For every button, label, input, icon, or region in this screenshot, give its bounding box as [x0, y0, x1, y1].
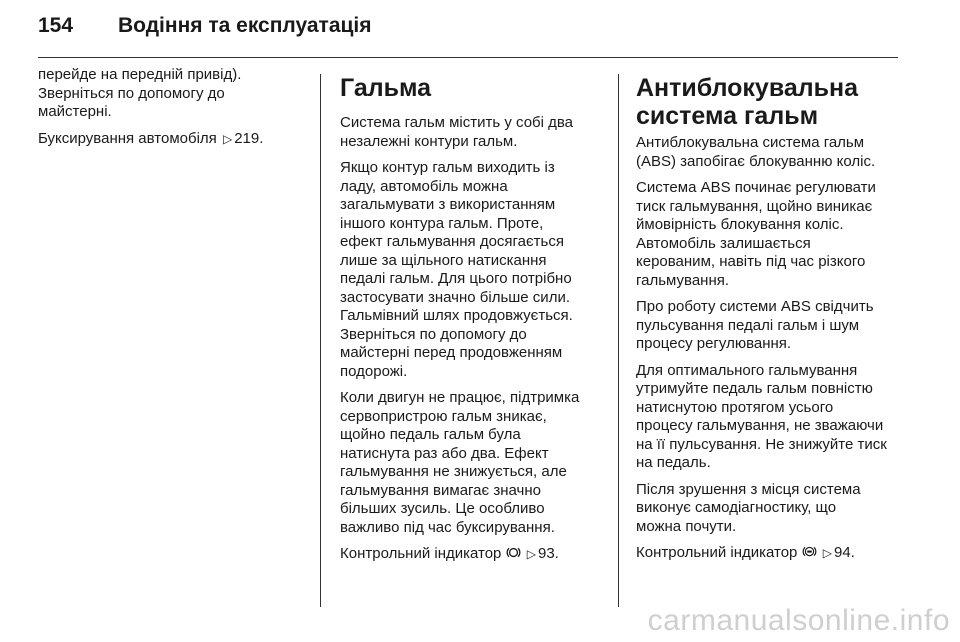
page-number: 154: [38, 14, 74, 37]
text-line: майстерні перед продовженням: [340, 344, 563, 361]
column-2: [340, 66, 602, 572]
column-divider-2: [618, 74, 619, 607]
text-line: Система гальм містить у собі два: [340, 114, 574, 131]
section-heading-abs: [636, 74, 911, 130]
text-line: ладу, автомобіль можна: [340, 177, 508, 195]
text-line: Зверніться по допомогу до: [38, 84, 225, 102]
text-line: процесу гальмування, не зважаючи: [636, 417, 884, 434]
text-line: сервопристрою гальм зникає,: [340, 407, 547, 425]
text-line: майстерні.: [38, 103, 112, 120]
page-ref-arrow-icon: ▷: [222, 131, 233, 146]
column-3: [636, 66, 911, 571]
text-line: подорожі.: [340, 362, 408, 380]
text-line: Автомобіль залишається: [636, 234, 811, 252]
header-rule: [38, 57, 898, 58]
text-line: незалежні контури гальм.: [340, 132, 518, 150]
brake-indicator-page-link[interactable]: 93.: [537, 545, 559, 562]
watermark: carmanualsonline.info: [647, 604, 950, 637]
text-line: гальмування не знижується, але: [340, 463, 567, 480]
page-ref-arrow-icon: ▷: [526, 547, 536, 561]
text-line: гальмування.: [636, 271, 730, 289]
page-header: [38, 14, 372, 38]
text-line: пульсування педалі гальм і шум: [636, 316, 860, 334]
abs-paragraph-4: [636, 362, 911, 473]
towing-text: Буксирування автомобіля: [38, 129, 217, 147]
brakes-paragraph-2: [340, 159, 602, 381]
text-line: Гальмівний шлях продовжується.: [340, 307, 573, 324]
abs-paragraph-5: [636, 481, 911, 537]
text-line: Про роботу системи ABS свідчить: [636, 298, 874, 315]
text-line: загальмувати з використанням: [340, 196, 556, 213]
paragraph-continued: [38, 66, 306, 122]
text-line: ймовірність блокування коліс.: [636, 216, 844, 233]
text-line: застосувати значно більше сили.: [340, 288, 570, 306]
page-ref-arrow-icon: ▷: [822, 546, 832, 560]
text-line: Після зрушення з місця система: [636, 480, 861, 498]
text-line: утримуйте педаль гальм повністю: [636, 380, 873, 397]
text-line: лише за щільного натискання: [340, 251, 547, 269]
abs-paragraph-2: [636, 179, 911, 290]
abs-indicator-reference: [636, 544, 911, 563]
text-line: натиснута раз або два. Ефект: [340, 444, 549, 462]
text-line: натиснутою протягом усього: [636, 398, 834, 416]
text-line: на педаль.: [636, 454, 711, 471]
brakes-paragraph-1: [340, 114, 602, 151]
text-line: перейде на передній привід).: [38, 66, 242, 83]
text-line: Антиблокувальна система гальм: [636, 134, 865, 151]
text-line: Якщо контур гальм виходить із: [340, 159, 555, 176]
text-line: можна почути.: [636, 517, 737, 535]
brake-indicator-reference: [340, 545, 602, 564]
heading-line: Антиблокувальна: [636, 74, 859, 102]
text-line: педалі гальм. Для цього потрібно: [340, 270, 572, 287]
brakes-paragraph-3: [340, 389, 602, 537]
text-line: Для оптимального гальмування: [636, 361, 858, 379]
text-line: на її пульсування. Не знижуйте тиск: [636, 435, 887, 453]
text-line: процесу регулювання.: [636, 335, 792, 352]
towing-page-link[interactable]: 219.: [234, 129, 264, 147]
text-line: ефект гальмування досягається: [340, 233, 564, 250]
towing-reference: [38, 130, 306, 149]
column-divider-1: [320, 74, 321, 607]
indicator-text: Контрольний індикатор: [340, 545, 502, 562]
text-line: (ABS) запобігає блокуванню коліс.: [636, 152, 876, 170]
brake-warning-indicator-icon: [506, 545, 521, 560]
section-heading-brakes: Гальма: [340, 74, 432, 102]
text-line: важливо під час буксирування.: [340, 518, 555, 536]
abs-paragraph-3: [636, 298, 911, 354]
heading-line: система гальм: [636, 102, 819, 130]
text-line: Система ABS починає регулювати: [636, 179, 876, 196]
indicator-text: Контрольний індикатор: [636, 544, 798, 561]
text-line: більших зусиль. Це особливо: [340, 500, 545, 517]
text-line: гальмування вимагає значно: [340, 481, 541, 499]
text-line: виконує самодіагностику, що: [636, 499, 837, 516]
text-line: Коли двигун не працює, підтримка: [340, 389, 580, 406]
text-line: іншого контура гальм. Проте,: [340, 214, 544, 232]
text-line: тиск гальмування, щойно виникає: [636, 197, 873, 215]
text-line: керованим, навіть під час різкого: [636, 253, 866, 270]
text-line: щойно педаль гальм була: [340, 426, 521, 443]
page-title: Водіння та експлуатація: [118, 14, 372, 37]
abs-paragraph-1: [636, 134, 911, 171]
text-line: Зверніться по допомогу до: [340, 325, 527, 343]
column-1: [38, 66, 306, 156]
abs-warning-indicator-icon: [802, 544, 817, 559]
abs-indicator-page-link[interactable]: 94.: [833, 544, 855, 561]
